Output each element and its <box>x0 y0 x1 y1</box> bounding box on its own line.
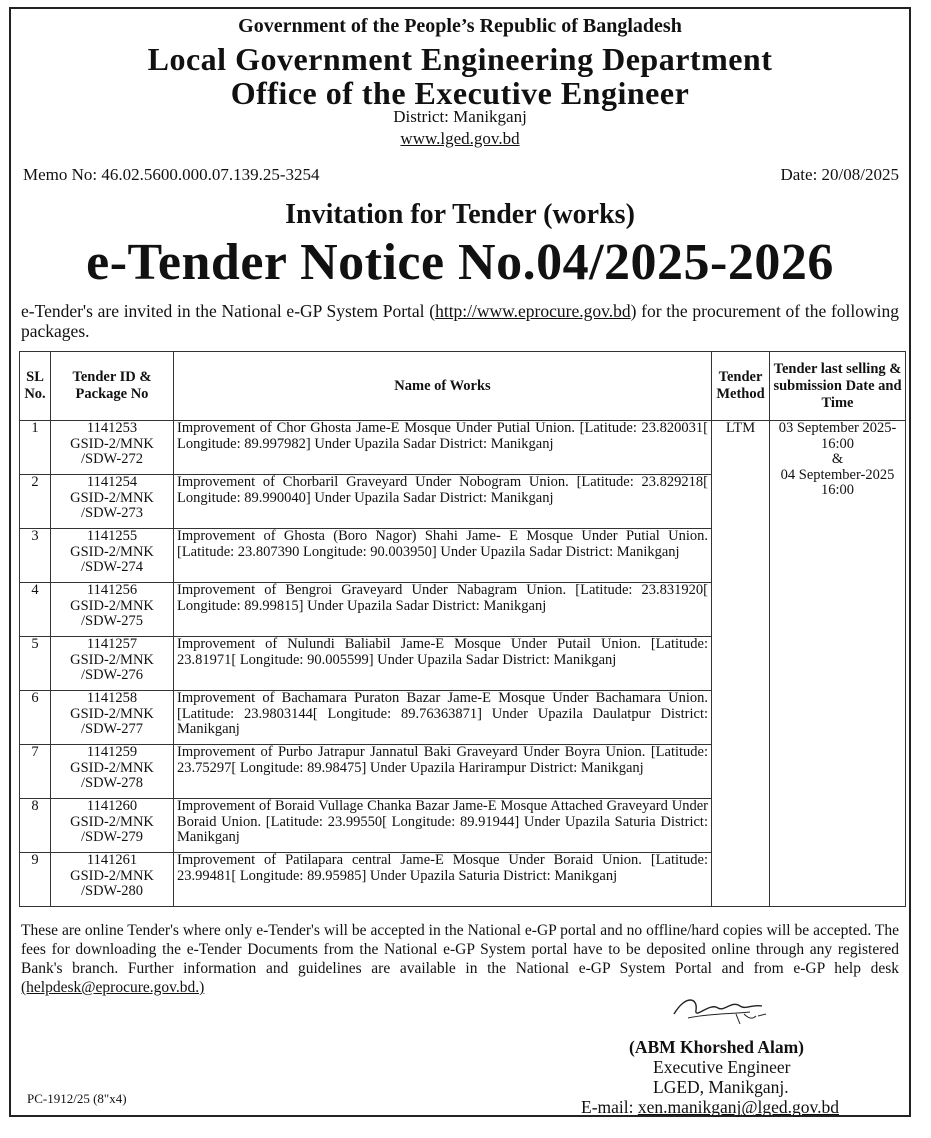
signatory-email-link[interactable]: xen.manikganj@lged.gov.bd <box>637 1097 839 1117</box>
eprocure-link[interactable]: http://www.eprocure.gov.bd <box>435 301 631 321</box>
tender-id: 1141260 <box>86 798 138 814</box>
row-sl: 5 <box>20 637 51 691</box>
row-works: Improvement of Bengroi Graveyard Under Nabagram Union. [Latitude: 23.831920[ Longitude: 89.99815] Under Upazila Sadar District: Manikganj <box>174 583 712 637</box>
tender-id: 1141255 <box>86 528 138 544</box>
row-package <box>51 745 174 799</box>
row-sl: 9 <box>20 853 51 907</box>
intro-paragraph <box>21 301 899 341</box>
pc-reference: PC-1912/25 (8"x4) <box>27 1091 127 1106</box>
department-heading: Local Government Engineering Department <box>147 41 773 77</box>
website-link[interactable]: www.lged.gov.bd <box>400 129 520 148</box>
package-no-1: GSID-2/MNK <box>70 759 154 776</box>
row-package <box>51 637 174 691</box>
office-heading: Office of the Executive Engineer <box>230 75 690 111</box>
row-package <box>51 421 174 475</box>
notice-title: e-Tender Notice No.04/2025-2026 <box>86 234 834 291</box>
date-line-5: 16:00 <box>820 482 855 498</box>
signatory-office: LGED, Manikganj. <box>653 1077 789 1097</box>
email-label: E-mail: <box>581 1097 638 1117</box>
helpdesk-email-link[interactable]: (helpdesk@eprocure.gov.bd.) <box>21 979 205 996</box>
government-heading: Government of the People’s Republic of Bangladesh <box>238 15 682 37</box>
row-sl: 8 <box>20 799 51 853</box>
row-package <box>51 691 174 745</box>
row-package <box>51 583 174 637</box>
header-works: Name of Works <box>174 352 712 421</box>
package-no-1: GSID-2/MNK <box>70 489 154 506</box>
row-package <box>51 799 174 853</box>
package-no-2: /SDW-276 <box>80 667 144 683</box>
row-works: Improvement of Boraid Vullage Chanka Bazar Jame-E Mosque Attached Graveyard Under Boraid Union. [Latitude: 23.99550[ Longitude: 89.91944] Under Upazila Saturia District: Manikganj <box>174 799 712 853</box>
row-package <box>51 475 174 529</box>
tender-id: 1141259 <box>86 744 138 760</box>
package-no-2: /SDW-277 <box>80 721 144 737</box>
row-works: Improvement of Bachamara Puraton Bazar Jame-E Mosque Under Bachamara Union. [Latitude: 23.9803144[ Longitude: 89.76363871] Under Upazila Daulatpur District: Manikganj <box>174 691 712 745</box>
row-sl: 2 <box>20 475 51 529</box>
package-no-2: /SDW-279 <box>80 829 144 845</box>
package-no-1: GSID-2/MNK <box>70 597 154 614</box>
row-sl: 6 <box>20 691 51 745</box>
tender-table <box>19 351 906 907</box>
tender-id: 1141261 <box>86 852 138 868</box>
table-header-row <box>20 352 906 421</box>
intro-text-after: ) for the procurement of the following packages. <box>21 301 899 341</box>
date-line-2: 16:00 <box>820 435 855 452</box>
row-sl: 3 <box>20 529 51 583</box>
header-tender-id: Tender ID & Package No <box>51 352 174 421</box>
tender-id: 1141256 <box>86 582 138 598</box>
package-no-2: /SDW-274 <box>80 559 144 575</box>
intro-text-before: e-Tender's are invited in the National e-GP System Portal ( <box>21 301 436 321</box>
tender-id: 1141253 <box>86 420 138 436</box>
row-works: Improvement of Purbo Jatrapur Jannatul Baki Graveyard Under Boyra Union. [Latitude: 23.75297[ Longitude: 89.98475] Under Upazila Harirampur District: Manikganj <box>174 745 712 799</box>
header-sl: SL No. <box>20 352 51 421</box>
row-sl: 1 <box>20 421 51 475</box>
package-no-1: GSID-2/MNK <box>70 705 154 722</box>
date-line-4: 04 September-2025 <box>780 466 895 483</box>
header-method: Tender Method <box>712 352 770 421</box>
memo-number: Memo No: 46.02.5600.000.07.139.25-3254 <box>23 165 320 184</box>
package-no-1: GSID-2/MNK <box>70 813 154 830</box>
package-no-2: /SDW-278 <box>80 775 144 791</box>
package-no-1: GSID-2/MNK <box>70 543 154 560</box>
memo-date: Date: 20/08/2025 <box>780 165 899 184</box>
package-no-2: /SDW-273 <box>80 505 144 521</box>
row-works: Improvement of Patilapara central Jame-E Mosque Under Boraid Union. [Latitude: 23.99481[ Longitude: 89.95985] Under Upazila Saturia District: Manikganj <box>174 853 712 907</box>
tender-id: 1141257 <box>86 636 138 652</box>
row-package <box>51 853 174 907</box>
package-no-1: GSID-2/MNK <box>70 867 154 884</box>
package-no-1: GSID-2/MNK <box>70 651 154 668</box>
tender-notice-page <box>9 7 911 1117</box>
signatory-email-line <box>581 1097 839 1117</box>
package-no-2: /SDW-272 <box>80 451 144 467</box>
tender-method: LTM <box>712 421 770 907</box>
row-sl: 7 <box>20 745 51 799</box>
tender-dates <box>770 421 906 907</box>
row-works: Improvement of Ghosta (Boro Nagor) Shahi Jame- E Mosque Under Putial Union. [Latitude: 23.807390 Longitude: 90.003950] Under Upazila Sadar District: Manikganj <box>174 529 712 583</box>
row-package <box>51 529 174 583</box>
package-no-2: /SDW-280 <box>80 883 144 899</box>
website-line <box>11 129 909 149</box>
package-no-2: /SDW-275 <box>80 613 144 629</box>
header-dates: Tender last selling & submission Date and Time <box>770 352 906 421</box>
district-label: District: Manikganj <box>393 107 527 126</box>
tender-id: 1141258 <box>86 690 138 706</box>
footer-text: These are online Tender's where only e-Tender's will be accepted in the National e-GP portal and no offline/hard copies will be accepted. The fees for downloading the e-Tender Documents from the National e-GP System portal have to be deposited online through any registered Bank's branch. Further information and guidelines are available in the National e-GP System Portal and from e-GP help desk <box>21 922 899 977</box>
row-works: Improvement of Nulundi Baliabil Jame-E Mosque Under Putail Union. [Latitude: 23.81971[ Longitude: 90.005599] Under Upazila Sadar District: Manikganj <box>174 637 712 691</box>
signatory-name: (ABM Khorshed Alam) <box>629 1037 804 1057</box>
package-no-1: GSID-2/MNK <box>70 435 154 452</box>
row-works: Improvement of Chor Ghosta Jame-E Mosque Under Putial Union. [Latitude: 23.820031[ Longitude: 89.997982] Under Upazila Sadar District: Manikganj <box>174 421 712 475</box>
signatory-title: Executive Engineer <box>653 1057 791 1077</box>
row-sl: 4 <box>20 583 51 637</box>
row-works: Improvement of Chorbaril Graveyard Under Nobogram Union. [Latitude: 23.829218[ Longitude: 89.990040] Under Upazila Sadar District: Manikganj <box>174 475 712 529</box>
date-line-3: & <box>831 451 844 467</box>
invitation-title: Invitation for Tender (works) <box>285 199 635 230</box>
tender-id: 1141254 <box>86 474 138 490</box>
date-line-1: 03 September 2025- <box>778 420 897 436</box>
handwritten-signature <box>666 984 776 1034</box>
table-row <box>20 421 906 475</box>
